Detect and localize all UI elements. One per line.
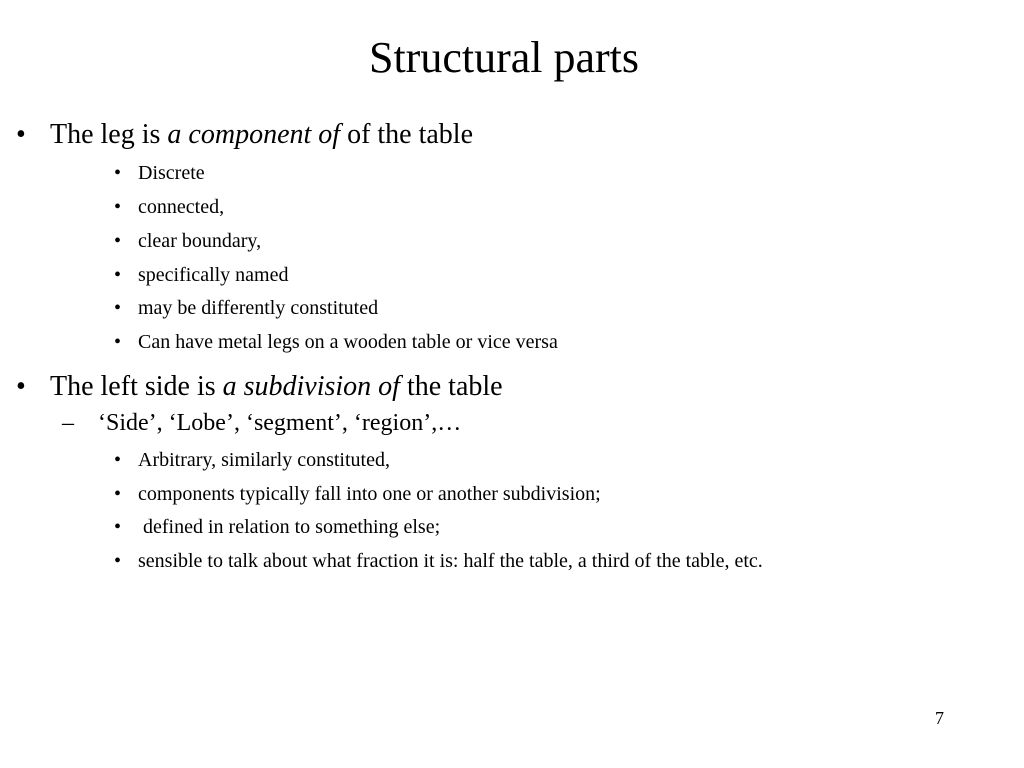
bullet-icon: • [114, 331, 122, 353]
sub-bullet-text: defined in relation to something else; [138, 516, 441, 538]
page-number: 7 [935, 708, 944, 728]
slide-title: Structural parts [368, 33, 640, 82]
bullet-icon: • [114, 483, 122, 505]
bullet-icon: • [114, 162, 122, 184]
sub-bullet-text: sensible to talk about what fraction it is: half the table, a third of the table, etc. [138, 550, 763, 572]
dash-icon: – [62, 410, 74, 436]
point-text-emphasis: a component of [167, 119, 341, 150]
sub-bullet-text: Arbitrary, similarly constituted, [138, 449, 390, 471]
point-text [50, 371, 503, 403]
point-text-pre: The leg is [50, 119, 168, 150]
point-text-emphasis: a subdivision of [222, 371, 400, 402]
bullet-icon: • [114, 230, 122, 252]
point-text-post: the table [399, 371, 503, 402]
sub-bullet-text: may be differently constituted [138, 297, 379, 319]
bullet-icon: • [114, 550, 122, 572]
sub-bullet-text: connected, [138, 196, 225, 218]
bullet-icon: • [114, 196, 122, 218]
point-text-post: of the table [340, 119, 474, 150]
point-text [50, 119, 473, 151]
bullet-icon: • [114, 449, 122, 471]
sub-bullet-text: clear boundary, [138, 230, 262, 252]
bullet-icon: • [16, 371, 26, 402]
bullet-icon: • [16, 119, 26, 150]
sub-bullet-text: Discrete [138, 162, 205, 184]
bullet-icon: • [114, 264, 122, 286]
sub-bullet-text: components typically fall into one or another subdivision; [138, 483, 601, 505]
bullet-icon: • [114, 516, 122, 538]
sub-bullet-text: specifically named [138, 264, 289, 286]
point-text-pre: The left side is [50, 371, 223, 402]
dash-item-text: ‘Side’, ‘Lobe’, ‘segment’, ‘region’,… [98, 410, 462, 436]
sub-bullet-text: Can have metal legs on a wooden table or vice versa [138, 331, 558, 353]
bullet-icon: • [114, 297, 122, 319]
